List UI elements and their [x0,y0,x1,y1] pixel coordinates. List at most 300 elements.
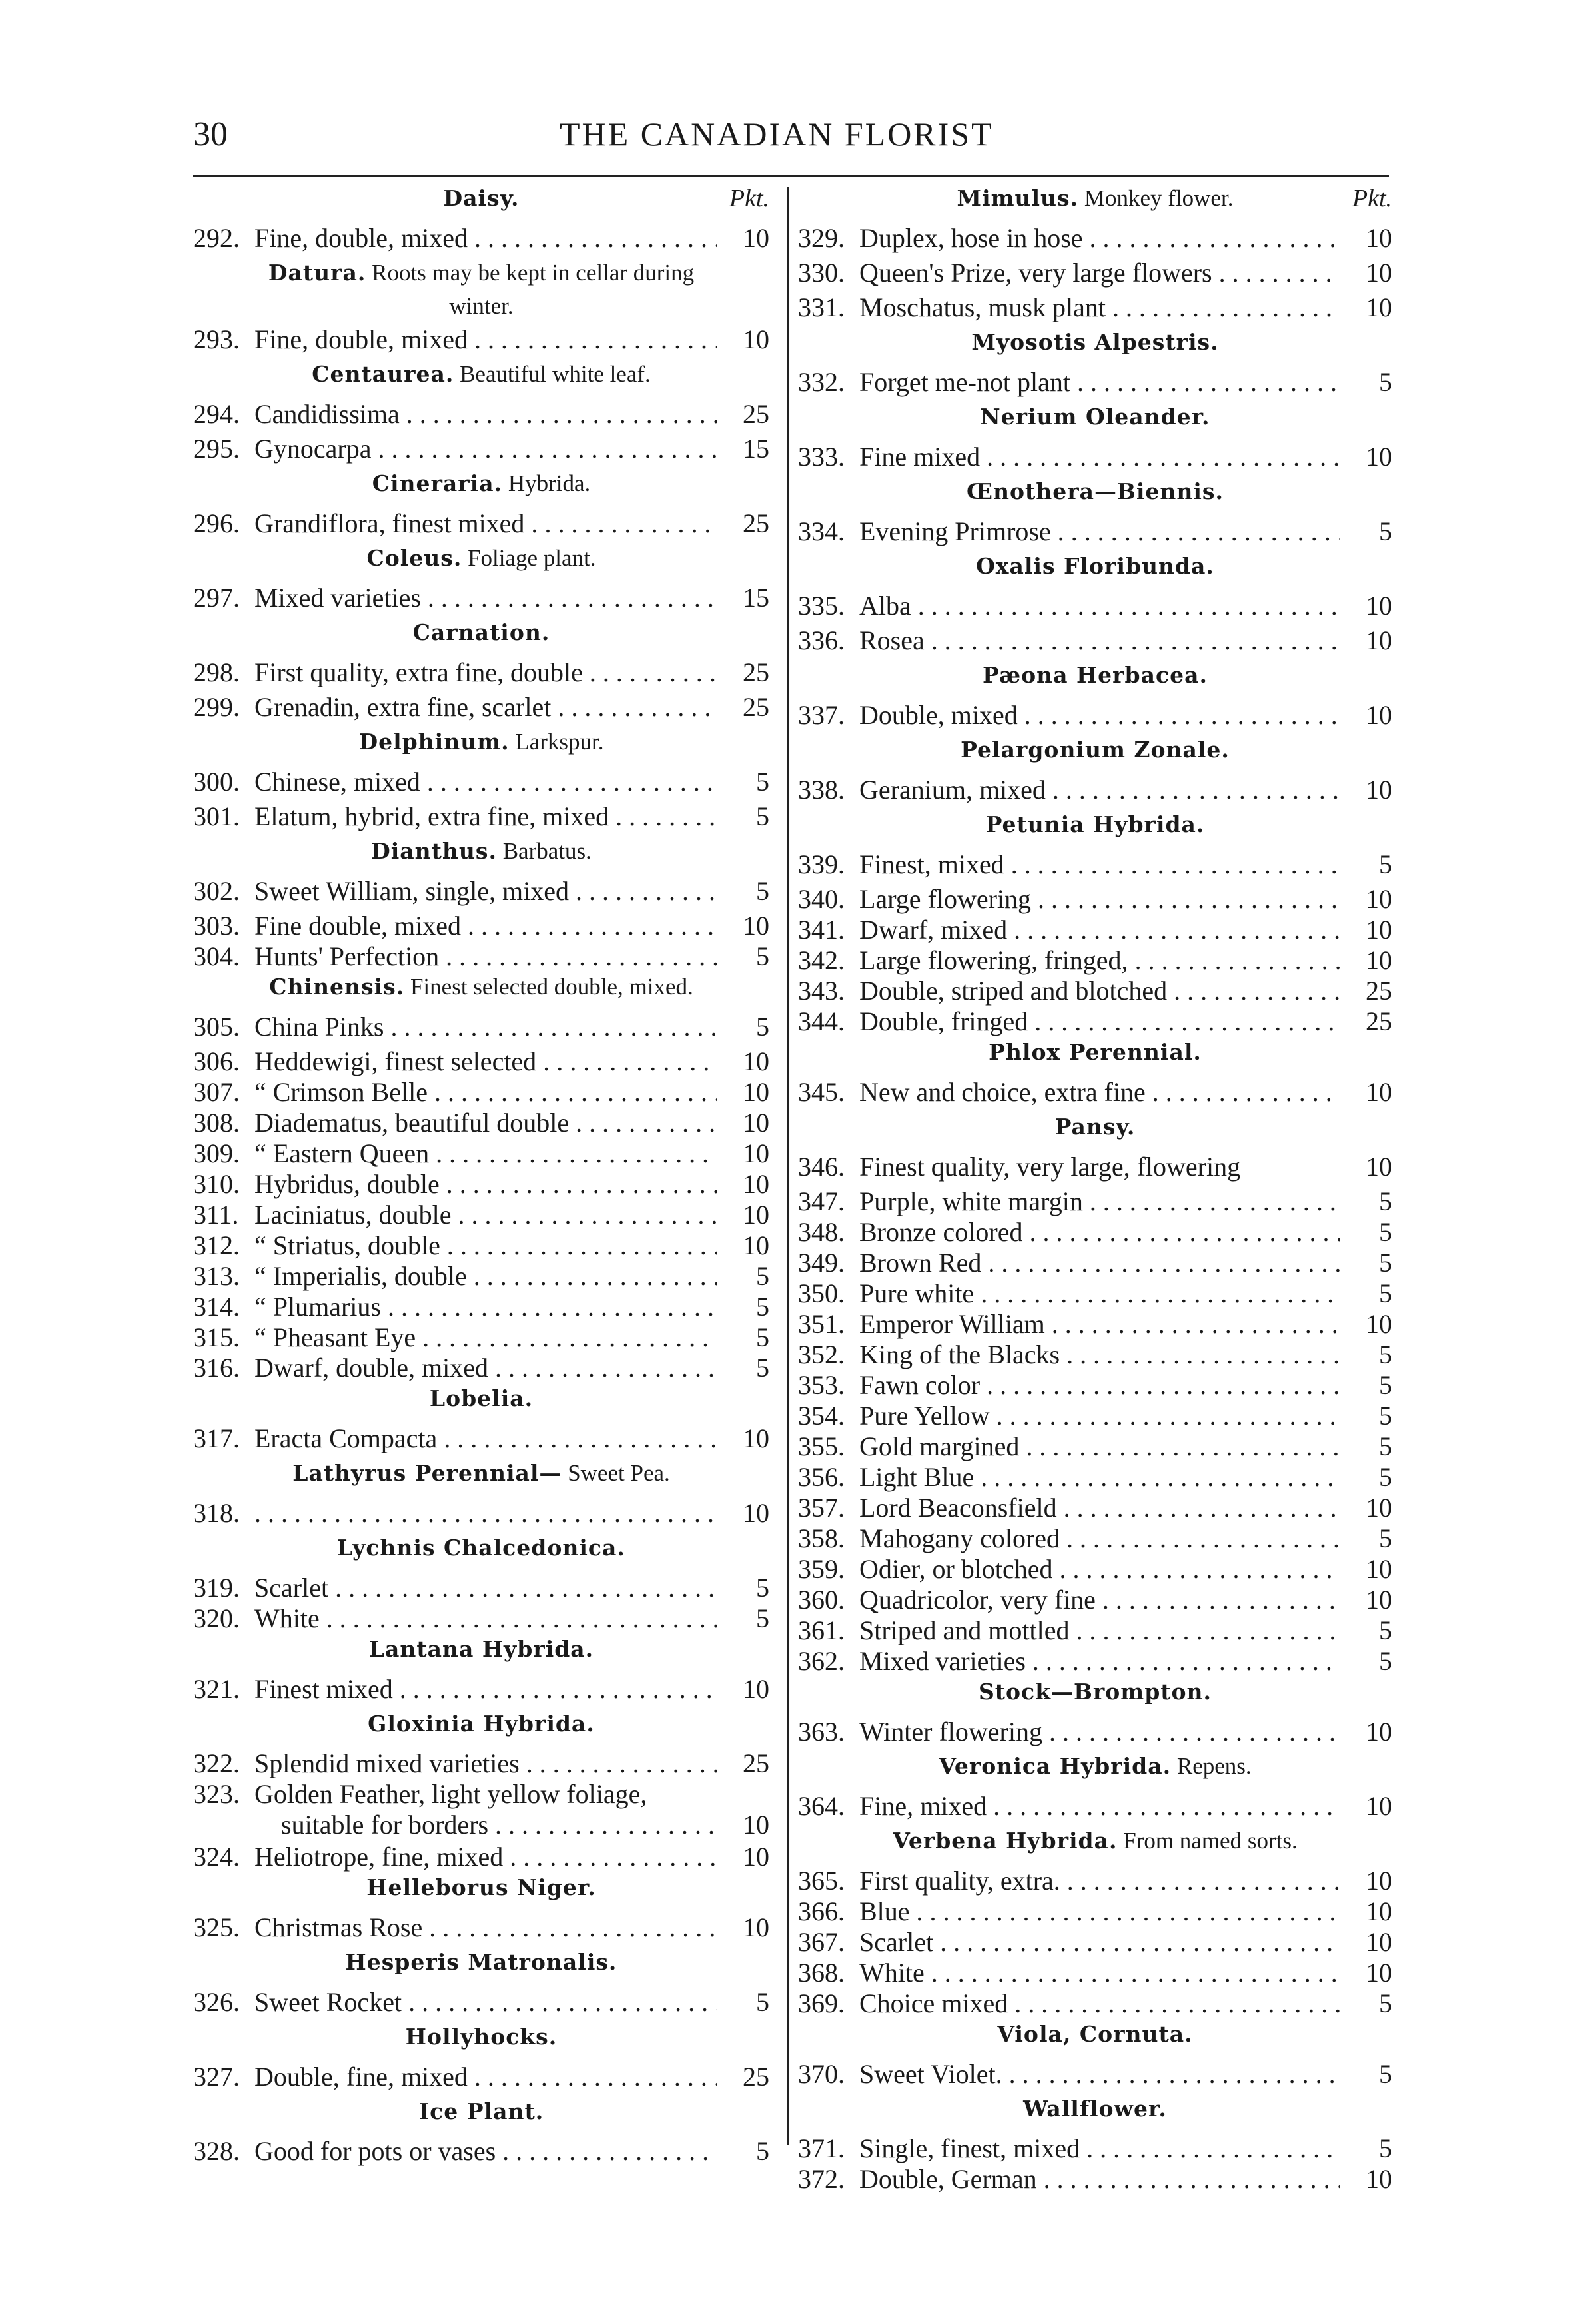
heading-note: Repens. [1176,1753,1252,1779]
section-heading [798,2014,1392,2054]
item-price: 5 [1379,2059,1392,2089]
item-price: 10 [743,223,769,253]
catalog-item [798,621,1392,655]
item-number: 362. [798,1646,845,1676]
item-description: Laciniatus, double . . . [254,1199,717,1230]
catalog-item [193,1908,769,1942]
catalog-item [193,1007,769,1042]
item-number: 318. [193,1498,240,1528]
item-price: 10 [1366,1866,1392,1896]
item-description: “ Striatus, double . . . [254,1230,717,1261]
item-price: 5 [756,1573,769,1603]
item-number: 303. [193,911,240,941]
item-number: 308. [193,1108,240,1138]
catalog-item [193,1837,769,1872]
item-price: 10 [1366,1927,1392,1957]
catalog-item [193,2057,769,2092]
heading-title: Datura. [268,260,366,286]
catalog-item [193,1164,769,1199]
item-description: Queen's Prize, very large flowers . . . [859,257,1340,288]
section-heading [798,1821,1392,1861]
page-header [193,115,1379,161]
catalog-item [798,253,1392,288]
item-description: Hybridus, double . . . [254,1168,717,1200]
item-number: 327. [193,2062,240,2092]
item-price: 25 [743,2062,769,2092]
item-description: Hunts' Perfection . . . [254,941,717,972]
item-number: 309. [193,1138,240,1168]
heading-title: Pelargonium Zonale. [961,737,1230,763]
item-price: 15 [743,583,769,613]
item-number: 292. [193,223,240,253]
item-number: 299. [193,692,240,722]
pkt-label: Pkt. [729,185,769,212]
item-description: First quality, extra fine, double . . . [254,657,717,688]
heading-title: Chinensis. [269,974,405,1000]
item-description: Finest, mixed . . . [859,849,1340,880]
item-description: Fine, double, mixed . . . [254,324,717,355]
item-number: 366. [798,1896,845,1926]
item-description: Candidissima . . . [254,398,717,430]
section-heading [193,1379,769,1419]
catalog-item [798,1002,1392,1036]
item-description: Splendid mixed varieties . . . [254,1748,717,1779]
catalog-item [193,762,769,797]
catalog-item [193,1042,769,1076]
item-description: “ Eastern Queen . . . [254,1138,717,1169]
item-description: Large flowering, fringed, . . . [859,945,1340,976]
pkt-label: Pkt. [1352,185,1392,212]
item-number: 359. [798,1554,845,1584]
item-price: 10 [1366,915,1392,945]
item-number: 346. [798,1152,845,1182]
item-number: 333. [798,442,845,472]
item-number: 355. [798,1431,845,1461]
item-price: 5 [756,801,769,831]
item-price: 5 [756,1292,769,1322]
item-price: 10 [1366,1152,1392,1182]
item-price: 10 [1366,1077,1392,1107]
item-description: Lord Beaconsfield . . . [859,1492,1340,1523]
item-price: 10 [743,324,769,354]
item-description: Double, fine, mixed . . . [254,2061,717,2092]
item-number: 298. [193,657,240,687]
header-rule [193,175,1389,177]
catalog-item [798,1182,1392,1216]
section-heading [798,655,1392,695]
item-description: Quadricolor, very fine . . . [859,1584,1340,1615]
item-description: Light Blue . . . [859,1461,1340,1493]
section-heading [193,2017,769,2057]
item-description: White . . . [254,1603,717,1634]
item-description: Elatum, hybrid, extra fine, mixed . . . [254,801,717,832]
item-number: 296. [193,508,240,538]
item-number: 364. [798,1791,845,1821]
item-price: 10 [1366,591,1392,621]
catalog-item [798,1892,1392,1926]
section-heading [193,1528,769,1568]
item-description: “ Pheasant Eye . . . [254,1322,717,1353]
item-number: 351. [798,1309,845,1339]
item-price: 10 [1366,1585,1392,1615]
item-number: 295. [193,434,240,464]
catalog-item [798,1396,1392,1431]
item-number: 368. [798,1958,845,1988]
heading-title: Gloxinia Hybrida. [368,1711,595,1737]
page-number: 30 [193,115,228,153]
item-description: Emperor William . . . [859,1308,1340,1340]
item-number: 326. [193,1987,240,2017]
item-description: Forget me-not plant . . . [859,366,1340,398]
item-description: Striped and mottled . . . [859,1615,1340,1646]
left-column [193,179,769,2166]
item-number: 339. [798,849,845,879]
catalog-item [193,394,769,429]
item-price: 5 [756,1603,769,1633]
item-number: 344. [798,1006,845,1036]
section-heading [193,253,769,293]
catalog-item [798,971,1392,1006]
catalog-item [193,1744,769,1778]
item-price: 25 [1366,976,1392,1006]
item-description: Diadematus, beautiful double . . . [254,1107,717,1138]
heading-title: Helleborus Niger. [366,1874,596,1900]
item-description: Sweet Rocket . . . [254,1986,717,2018]
heading-title: Myosotis Alpestris. [971,329,1219,355]
heading-title: Oxalis Floribunda. [976,553,1214,579]
item-description: First quality, extra. . . . [859,1865,1340,1896]
heading-note: Larkspur. [515,729,604,755]
catalog-item [798,770,1392,805]
item-number: 302. [193,876,240,906]
item-price: 10 [1366,884,1392,914]
catalog-item [798,1457,1392,1492]
heading-title: Verbena Hybrida. [893,1828,1118,1854]
heading-title: Wallflower. [1023,2096,1167,2122]
item-price: 10 [1366,1309,1392,1339]
item-price: 5 [1379,1646,1392,1676]
section-heading [193,464,769,504]
catalog-item [193,1072,769,1107]
item-price: 15 [743,434,769,464]
right-column [798,179,1392,2194]
item-price: 5 [1379,1278,1392,1308]
item-price: 10 [1366,223,1392,253]
item-number: 350. [798,1278,845,1308]
heading-title: Lychnis Chalcedonica. [337,1535,625,1561]
item-price: 25 [743,1748,769,1778]
item-number: 322. [193,1748,240,1778]
heading-title: Lantana Hybrida. [368,1636,594,1662]
item-number: 294. [193,399,240,429]
item-price: 10 [1366,1958,1392,1988]
heading-title: Pansy. [1054,1114,1136,1140]
catalog-item [193,687,769,722]
item-price: 25 [743,399,769,429]
catalog-item [193,1599,769,1633]
item-description: Eracta Compacta . . . [254,1423,717,1454]
item-number: 361. [798,1615,845,1645]
item-price: 10 [1366,1896,1392,1926]
section-heading [193,1629,769,1669]
item-price: 5 [756,876,769,906]
catalog-item [193,218,769,253]
item-number: 324. [193,1842,240,1872]
item-number: 323. [193,1779,240,1809]
item-description: Mahogany colored . . . [859,1523,1340,1554]
heading-title: Lathyrus Perennial— [292,1460,562,1486]
item-number: 367. [798,1927,845,1957]
item-price: 25 [1366,1006,1392,1036]
section-heading [193,1868,769,1908]
item-number: 330. [798,258,845,288]
item-price: 10 [1366,1791,1392,1821]
item-description: Grenadin, extra fine, scarlet . . . [254,691,717,723]
item-number: 341. [798,915,845,945]
catalog-item [798,845,1392,879]
catalog-item [798,879,1392,914]
column-divider [787,187,789,2145]
item-number: 343. [798,976,845,1006]
item-description: China Pinks . . . [254,1011,717,1042]
catalog-item [798,437,1392,472]
catalog-item [798,1984,1392,2018]
item-description: “ Plumarius . . . [254,1291,717,1322]
catalog-item [193,1419,769,1453]
item-number: 307. [193,1077,240,1107]
item-description: Duplex, hose in hose . . . [859,222,1340,254]
catalog-item [193,1103,769,1138]
section-heading [798,805,1392,845]
heading-title: Centaurea. [312,361,454,387]
heading-title: Petunia Hybrida. [985,811,1205,837]
item-number: 297. [193,583,240,613]
section-heading [193,1453,769,1493]
item-number: 304. [193,941,240,971]
catalog-item [798,1304,1392,1339]
item-number: 347. [798,1186,845,1216]
item-price: 10 [743,1498,769,1528]
item-description: White . . . [859,1957,1340,1988]
item-description: Heliotrope, fine, mixed . . . [254,1841,717,1872]
heading-title: Carnation. [412,619,550,645]
item-number: 349. [798,1248,845,1278]
catalog-item [193,429,769,464]
heading-title: Viola, Cornuta. [997,2021,1193,2047]
item-price: 25 [743,508,769,538]
item-price: 5 [756,1322,769,1352]
item-price: 5 [756,1987,769,2017]
item-number: 325. [193,1912,240,1942]
item-description: Evening Primrose . . . [859,516,1340,547]
item-number: 293. [193,324,240,354]
item-description: Large flowering . . . [859,883,1340,915]
item-price: 25 [743,692,769,722]
catalog-item [798,1243,1392,1278]
item-description: Dwarf, double, mixed . . . [254,1352,717,1383]
item-number: 315. [193,1322,240,1352]
item-description: Heddewigi, finest selected . . . [254,1046,717,1077]
item-number: 345. [798,1077,845,1107]
catalog-item [798,1427,1392,1461]
item-number: 312. [193,1230,240,1260]
heading-note: Sweet Pea. [568,1460,670,1486]
item-description: Good for pots or vases . . . [254,2135,717,2167]
item-description: King of the Blacks . . . [859,1339,1340,1370]
heading-title: Ice Plant. [418,2098,544,2124]
catalog-item [193,937,769,971]
item-price: 5 [756,1353,769,1383]
catalog-item [193,1318,769,1352]
item-price: 10 [743,1912,769,1942]
item-price: 10 [1366,1493,1392,1523]
item-price: 10 [743,1674,769,1704]
catalog-item [193,1287,769,1322]
section-heading [193,354,769,394]
item-description: Bronze colored . . . [859,1216,1340,1248]
heading-title: Nerium Oleander. [980,404,1210,430]
heading-note: Beautiful white leaf. [460,361,651,387]
item-number: 319. [193,1573,240,1603]
catalog-item [193,653,769,687]
item-price: 10 [1366,945,1392,975]
catalog-item [193,1774,769,1809]
heading-title: Veronica Hybrida. [939,1753,1172,1779]
catalog-item [798,1274,1392,1308]
item-description: Fine, mixed . . . [859,1790,1340,1822]
item-number: 334. [798,516,845,546]
catalog-item [798,288,1392,322]
item-number: 336. [798,625,845,655]
heading-title: Lobelia. [429,1385,534,1411]
catalog-item [798,941,1392,975]
item-description: Single, finest, mixed . . . [859,2133,1340,2164]
section-heading [798,472,1392,512]
heading-note: Finest selected double, mixed. [410,974,693,1000]
item-number: 311. [193,1200,239,1230]
item-price: 10 [1366,2164,1392,2194]
item-number: 342. [798,945,845,975]
catalog-item [798,1519,1392,1553]
section-heading [193,613,769,653]
item-price: 5 [756,941,769,971]
item-description: Gynocarpa . . . [254,433,717,464]
catalog-item [798,1611,1392,1645]
item-number: 358. [798,1523,845,1553]
catalog-item [798,512,1392,546]
catalog-item [798,1953,1392,1988]
item-price: 10 [1366,442,1392,472]
item-price: 5 [1379,1462,1392,1492]
section-heading [798,397,1392,437]
item-description: Double, German . . . [859,2163,1340,2195]
section-heading [193,538,769,578]
section-heading [798,546,1392,586]
item-description: Mixed varieties . . . [859,1645,1340,1677]
catalog-item [193,1493,769,1528]
item-price: 10 [743,1108,769,1138]
catalog-item [798,1549,1392,1584]
item-number: 331. [798,292,845,322]
item-price: 5 [1379,1340,1392,1369]
section-heading [798,179,1392,218]
item-number: 365. [798,1866,845,1896]
catalog-item [193,504,769,538]
item-price: 5 [1379,1431,1392,1461]
catalog-item [193,1982,769,2017]
section-heading [798,322,1392,362]
item-number: 356. [798,1462,845,1492]
catalog-item [798,1147,1392,1182]
item-price: 5 [1379,1523,1392,1553]
catalog-item [798,1365,1392,1400]
heading-title: Mimulus. [957,185,1079,211]
item-number: 314. [193,1292,240,1322]
item-description: New and choice, extra fine . . . [859,1076,1340,1108]
item-number: 363. [798,1717,845,1746]
item-description: Fine double, mixed . . . [254,910,717,941]
section-heading [193,1942,769,1982]
item-price: 10 [743,1138,769,1168]
item-price: 5 [1379,1401,1392,1431]
item-number: 305. [193,1012,240,1042]
section-heading [193,2092,769,2131]
heading-title: Œnothera—Biennis. [967,478,1224,504]
catalog-item-continued [193,1805,769,1840]
item-price: 5 [1379,1370,1392,1400]
catalog-item [798,695,1392,730]
catalog-item [193,797,769,831]
heading-title: Cineraria. [372,470,503,496]
item-price: 10 [743,911,769,941]
item-number: 338. [798,775,845,805]
item-price: 10 [743,1169,769,1199]
catalog-item [798,1786,1392,1821]
catalog-item [193,1568,769,1603]
item-description: Double, fringed . . . [859,1006,1340,1037]
catalog-item [798,1712,1392,1746]
item-number: 306. [193,1046,240,1076]
item-description: “ Imperialis, double . . . [254,1260,717,1292]
heading-title: Phlox Perennial. [989,1039,1202,1065]
item-price: 10 [1366,1554,1392,1584]
running-title: THE CANADIAN FLORIST [560,115,994,153]
item-description: Sweet Violet. . . . [859,2058,1340,2090]
item-price: 5 [1379,1217,1392,1247]
catalog-item [798,1335,1392,1369]
catalog-item [193,1669,769,1704]
catalog-item [798,1641,1392,1676]
item-description: suitable for borders . . . [281,1809,717,1840]
item-description: Double, mixed . . . [859,699,1340,731]
item-number: 310. [193,1169,240,1199]
item-number: 372. [798,2164,845,2194]
section-heading [193,831,769,871]
section-heading [193,179,769,218]
catalog-item [798,1072,1392,1107]
item-number: 320. [193,1603,240,1633]
catalog-item [193,578,769,613]
item-price: 10 [1366,258,1392,288]
item-description [254,1497,717,1529]
item-price: 5 [1379,1186,1392,1216]
heading-title: Pæona Herbacea. [983,662,1208,688]
heading-note: Roots may be kept in cellar during [372,260,695,286]
item-price: 5 [756,1261,769,1291]
section-heading [798,1107,1392,1147]
item-description: Alba . . . [859,590,1340,621]
item-description: Fawn color . . . [859,1369,1340,1401]
